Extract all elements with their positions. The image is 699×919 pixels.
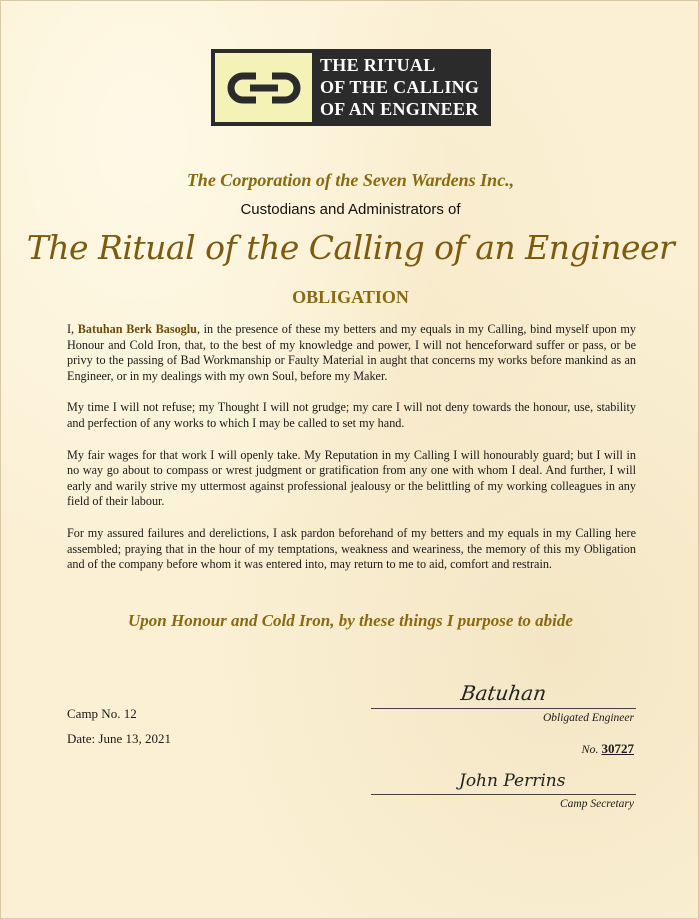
logo-line: THE RITUAL xyxy=(320,55,436,75)
engineer-signature: Batuhan xyxy=(459,681,548,705)
section-title: OBLIGATION xyxy=(292,287,409,307)
obligation-paragraph: My fair wages for that work I will openly take. My Reputation in my Calling I will honourably guard; but I will in no way go about to compass or wrest judgment or gratification from any one with whom I deal. And further, I will early and warily strive my uttermost against professional jealousy or the belittling of my working colleagues in any field of their labour. xyxy=(67,447,636,509)
number-label: No. xyxy=(581,742,599,756)
logo-line: OF THE CALLING xyxy=(320,77,480,97)
closing-oath: Upon Honour and Cold Iron, by these things I purpose to abide xyxy=(128,611,573,630)
ritual-logo xyxy=(211,49,491,126)
engineer-name: Batuhan Berk Basoglu xyxy=(77,322,197,336)
certificate-number xyxy=(581,741,634,757)
signature-line xyxy=(371,794,636,795)
custodians-line: Custodians and Administrators of xyxy=(240,201,461,218)
obligation-paragraph: My time I will not refuse; my Thought I will not grudge; my care I will not deny towards the honour, use, stability and perfection of any works to which I may be called to set my hand. xyxy=(67,400,636,430)
secretary-role: Camp Secretary xyxy=(560,798,634,810)
date-line: Date: June 13, 2021 xyxy=(67,731,171,746)
obligation-text xyxy=(67,322,636,589)
obligation-paragraph: For my assured failures and derelictions, I ask pardon beforehand of my betters and my equals in my Calling here assembled; praying that in the hour of my temptations, weakness and weariness, the memory of this my Obligation and of the company before whom it was entered into, may return to me to aid, comfort and restrain. xyxy=(67,525,636,572)
engineer-role: Obligated Engineer xyxy=(542,712,634,724)
obligation-paragraph: I, Batuhan Berk Basoglu, in the presence of these my betters and my equals in my Calling, bind myself upon my Honour and Cold Iron, that, to the best of my knowledge and power, I will not henceforward suffer or pass, or be privy to the passing of Bad Workmanship or Faulty Material in aught that concerns my works before mankind as an Engineer, or in my dealings with my own Soul, before my Maker. xyxy=(67,322,636,383)
secretary-signature: John Perrins xyxy=(459,771,566,791)
chain-link-icon xyxy=(215,53,312,122)
logo-line: OF AN ENGINEER xyxy=(320,99,479,119)
signature-line xyxy=(371,708,636,709)
ritual-title: The Ritual of the Calling of an Engineer xyxy=(26,228,675,267)
number-value: 30727 xyxy=(601,741,634,756)
camp-number: Camp No. 12 xyxy=(67,706,137,721)
logo-text xyxy=(312,49,491,126)
corporation-name: The Corporation of the Seven Wardens Inc., xyxy=(186,170,515,190)
